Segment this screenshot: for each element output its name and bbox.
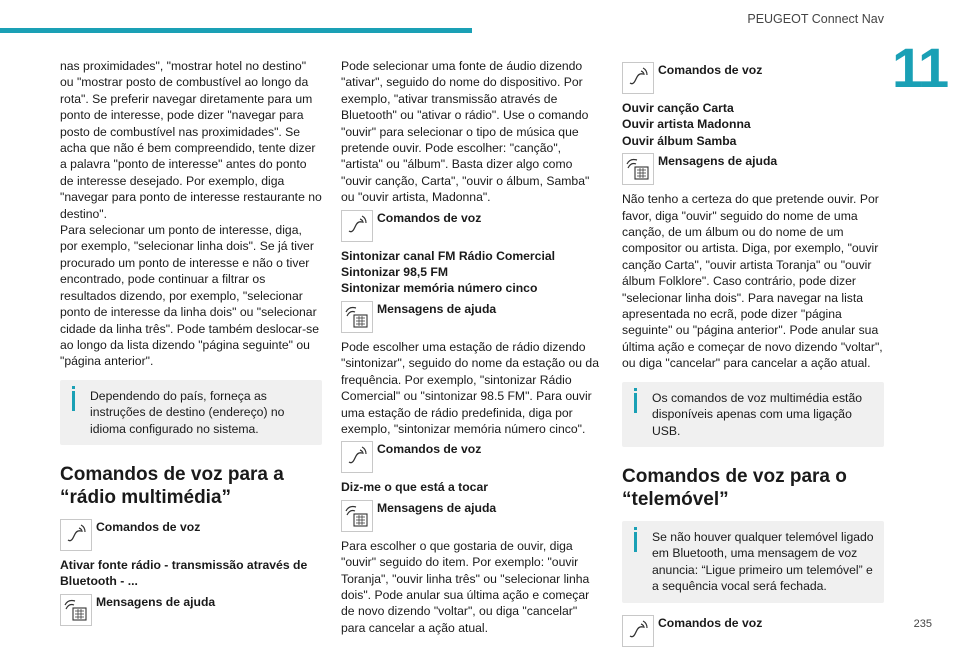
help-message-icon bbox=[341, 500, 373, 532]
voice-command-line: Sintonizar canal FM Rádio Comercial bbox=[341, 248, 556, 263]
page-number: 235 bbox=[913, 618, 932, 630]
info-icon-bar bbox=[72, 391, 75, 411]
info-icon-bar bbox=[634, 532, 637, 552]
section-heading: Comandos de voz para a “rádio multimédia” bbox=[60, 463, 284, 508]
paragraph: Pode selecionar uma fonte de áudio dizendo "ativar", seguido do nome do dispositivo. Por exemplo, "ativar transmissão através de Bluetooth" ou "ativar o rádio". Use o comando "ouvir" para selecionar o tipo de música que pretende ouvir. Pode escolher: "canção", "artista" ou "álbum". Basta dizer algo como "ouvir canção, Carta", "ouvir o álbum, Samba" ou "ouvir artista, Madonna". bbox=[341, 59, 590, 205]
paragraph: Para selecionar um ponto de interesse, diga, por exemplo, "selecionar linha dois". Se já tiver procurado um ponto de interesse e não o tiver encontrado, pode continuar a filtrar os resultados dizendo, por exemplo, "selecionar ponto de interesse da linha dois" ou "selecionar cidade da linha três". Pode também deslocar-se ao longo da lista dizendo "página seguinte" ou "página anterior". bbox=[60, 223, 320, 369]
voice-command-icon bbox=[622, 615, 654, 647]
help-message-label: Mensagens de ajuda bbox=[658, 154, 778, 169]
voice-command-icon bbox=[341, 210, 373, 242]
voice-command-label: Comandos de voz bbox=[96, 519, 201, 534]
help-message-label: Mensagens de ajuda bbox=[377, 301, 497, 316]
help-message-block bbox=[60, 594, 322, 628]
voice-command-block bbox=[622, 615, 884, 649]
info-icon bbox=[634, 527, 637, 530]
info-icon-bar bbox=[634, 393, 637, 413]
info-icon bbox=[634, 388, 637, 391]
voice-command-label: Comandos de voz bbox=[377, 210, 482, 225]
voice-command-text: Diz-me o que está a tocar bbox=[341, 480, 488, 495]
voice-command-block bbox=[341, 210, 603, 244]
paragraph: Para escolher o que gostaria de ouvir, diga "ouvir" seguido do item. Por exemplo: "ouvir Toranja", "ouvir linha três" ou "selecionar linha dois". Pode anular sua última ação e começar de novo dizendo "voltar", ou diga "cancelar" para cancelar a ação atual. bbox=[341, 538, 590, 635]
voice-command-block bbox=[60, 519, 322, 553]
help-message-icon bbox=[622, 153, 654, 185]
section-heading: Comandos de voz para o “telemóvel” bbox=[622, 465, 847, 510]
voice-command-icon bbox=[341, 441, 373, 473]
voice-command-label: Comandos de voz bbox=[658, 63, 763, 77]
help-message-block bbox=[622, 153, 884, 187]
info-box bbox=[60, 380, 322, 445]
help-message-block bbox=[341, 301, 603, 335]
column-2 bbox=[341, 58, 603, 636]
voice-command-line: Ouvir canção Carta bbox=[622, 101, 734, 115]
voice-command-line: Ouvir álbum Samba bbox=[622, 133, 737, 148]
help-message-icon bbox=[341, 301, 373, 333]
info-box bbox=[622, 382, 884, 447]
column-1 bbox=[60, 58, 322, 632]
paragraph: Pode escolher uma estação de rádio dizendo "sintonizar", seguido do nome da estação ou da frequência. Por exemplo, "sintonizar Rádio Comercial" ou "sintonizar 98.5 FM". Para ouvir uma estação de rádio predefinida, diga por exemplo, "sintonizar memória número cinco". bbox=[341, 339, 599, 436]
info-text: Se não houver qualquer telemóvel ligado em Bluetooth, uma mensagem de voz anuncia: “Ligue primeiro um telemóvel” e a sequência vocal será fechada. bbox=[652, 529, 874, 594]
help-message-label: Mensagens de ajuda bbox=[377, 500, 497, 515]
voice-command-block bbox=[341, 441, 603, 475]
voice-command-line: Ouvir artista Madonna bbox=[622, 117, 751, 132]
help-message-icon bbox=[60, 594, 92, 626]
column-3 bbox=[622, 58, 884, 653]
info-box bbox=[622, 521, 884, 603]
header-accent-bar bbox=[0, 28, 472, 33]
voice-command-line: Sintonizar memória número cinco bbox=[341, 281, 538, 296]
voice-command-label: Comandos de voz bbox=[377, 442, 482, 457]
voice-command-icon bbox=[622, 62, 654, 94]
paragraph: nas proximidades", "mostrar hotel no destino" ou "mostrar posto de combustível ao longo da rota". Se preferir navegar diretamente para um ponto de interesse, pode dizer "navegar para posto de combustível nas proximidades". Se acha que não é bem compreendido, tente dizer a palavra "ponto de interesse" antes do ponto de interesse desejado. Por exemplo, diga "navegar para ponto de interesse restaurante no destino". bbox=[60, 59, 322, 221]
help-message-label: Mensagens de ajuda bbox=[96, 594, 216, 609]
info-text: Os comandos de voz multimédia estão disponíveis apenas com uma ligação USB. bbox=[652, 390, 862, 438]
chapter-number: 11 bbox=[892, 36, 948, 99]
info-text: Dependendo do país, forneça as instruções de destino (endereço) no idioma configurado no sistema. bbox=[90, 388, 285, 436]
voice-command-text: Ativar fonte rádio - transmissão através de Bluetooth - ... bbox=[60, 557, 308, 589]
voice-command-icon bbox=[60, 519, 92, 551]
voice-command-label: Comandos de voz bbox=[658, 615, 763, 630]
info-icon bbox=[72, 386, 75, 389]
help-message-block bbox=[341, 500, 603, 534]
paragraph: Não tenho a certeza do que pretende ouvir. Por favor, diga "ouvir" seguido do nome de uma canção, de um álbum ou do nome de um compositor ou artista. Diga, por exemplo, "ouvir canção Carta", "ouvir artista Toranja" ou "ouvir álbum Folklore". Caso contrário, pode dizer "selecionar linha dois". Para navegar na lista apresentada no ecrã, pode dizer "página seguinte" ou "página anterior". Pode anular sua última ação e começar de novo dizendo "voltar", ou diga "cancelar" para cancelar a ação atual. bbox=[622, 192, 883, 371]
voice-command-line: Sintonizar 98,5 FM bbox=[341, 265, 448, 280]
voice-command-block bbox=[622, 62, 884, 96]
running-header: PEUGEOT Connect Nav bbox=[747, 12, 884, 26]
